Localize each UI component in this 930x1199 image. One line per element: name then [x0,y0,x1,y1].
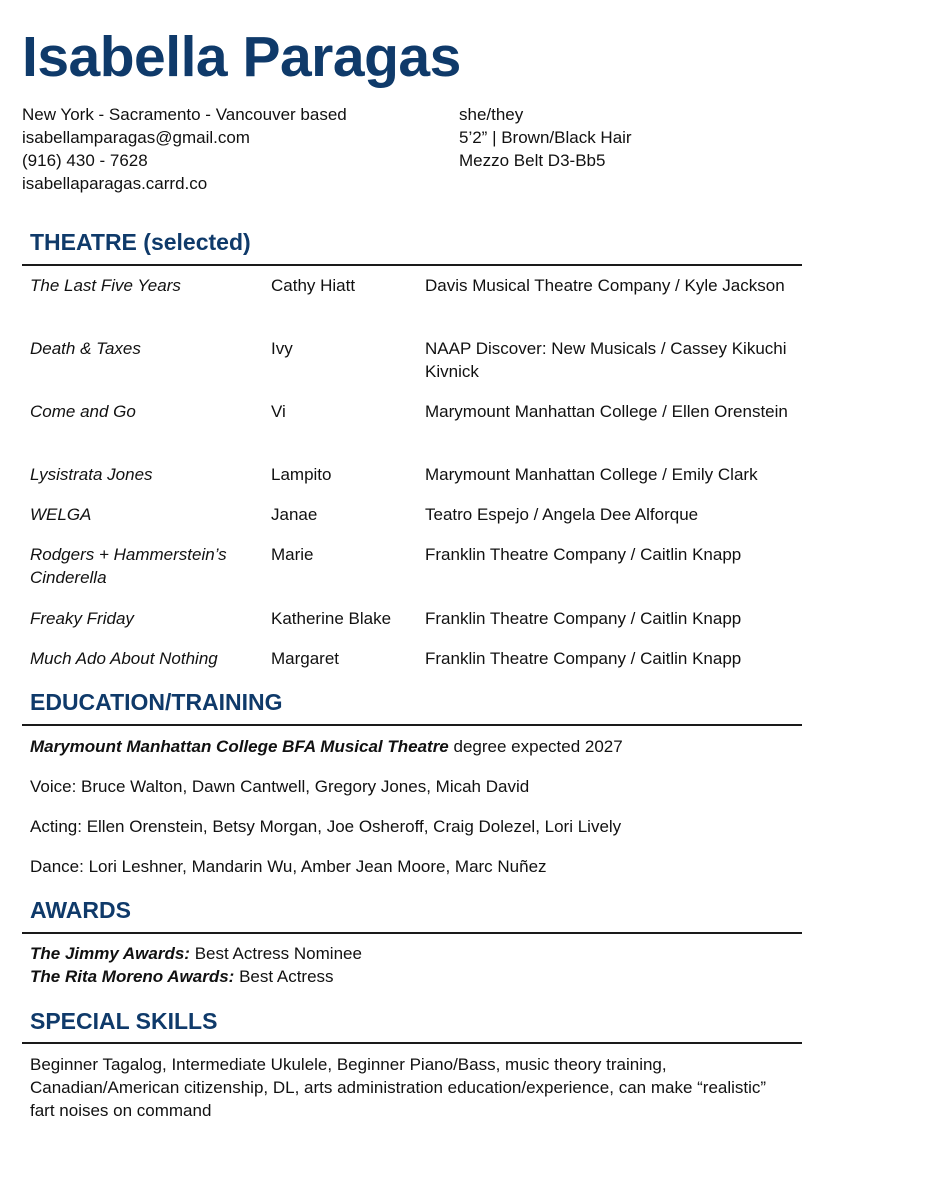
education-divider [22,724,802,726]
credit-company: Marymount Manhattan College / Ellen Orenstein [425,402,788,421]
award-name: The Rita Moreno Awards: [30,967,235,986]
voice-teachers: Voice: Bruce Walton, Dawn Cantwell, Gregory Jones, Micah David [30,777,530,796]
credit-role: Lampito [271,465,332,484]
credit-show: Freaky Friday [30,609,134,628]
height-hair: 5’2” | Brown/Black Hair [459,128,632,147]
credit-role: Janae [271,505,318,524]
awards-divider [22,932,802,934]
vocal-range: Mezzo Belt D3-Bb5 [459,151,606,170]
degree-program: Marymount Manhattan College BFA Musical Theatre [30,737,449,756]
awards-heading: AWARDS [30,897,131,923]
credit-show: Rodgers + Hammerstein’s Cinderella [30,545,227,587]
contact-info [22,103,347,195]
skills-heading: SPECIAL SKILLS [30,1008,218,1034]
credit-show: Death & Taxes [30,339,141,358]
location: New York - Sacramento - Vancouver based [22,105,347,124]
resume-name: Isabella Paragas [22,25,461,89]
credit-role: Marie [271,545,314,564]
award-name: The Jimmy Awards: [30,944,190,963]
credit-company: Franklin Theatre Company / Caitlin Knapp [425,649,742,668]
credit-show: The Last Five Years [30,276,181,295]
personal-stats [459,103,632,172]
phone: (916) 430 - 7628 [22,151,148,170]
degree-line [30,735,623,758]
credit-show: WELGA [30,505,92,524]
credit-role: Vi [271,402,286,421]
credit-show: Lysistrata Jones [30,465,153,484]
education-heading: EDUCATION/TRAINING [30,689,283,715]
credit-show: Much Ado About Nothing [30,649,218,668]
skills-divider [22,1042,802,1044]
award-detail: Best Actress Nominee [189,944,362,963]
credit-show: Come and Go [30,402,136,421]
degree-status: degree expected 2027 [448,737,623,756]
email: isabellamparagas@gmail.com [22,128,250,147]
skills-text: Beginner Tagalog, Intermediate Ukulele, Beginner Piano/Bass, music theory training, Canadian/American citizenship, DL, arts administration education/experience, can make “realistic” fart noises on command [30,1055,767,1120]
credit-company: Davis Musical Theatre Company / Kyle Jackson [425,276,785,295]
theatre-divider [22,264,802,266]
dance-teachers: Dance: Lori Leshner, Mandarin Wu, Amber Jean Moore, Marc Nuñez [30,857,547,876]
theatre-heading: THEATRE (selected) [30,229,251,255]
credit-role: Cathy Hiatt [271,276,356,295]
award-detail: Best Actress [234,967,334,986]
credit-role: Ivy [271,339,293,358]
credit-company: Franklin Theatre Company / Caitlin Knapp [425,609,742,628]
credit-company: Franklin Theatre Company / Caitlin Knapp [425,545,742,564]
credit-role: Margaret [271,649,340,668]
pronouns: she/they [459,105,524,124]
award-item [30,942,362,965]
credit-company: Teatro Espejo / Angela Dee Alforque [425,505,699,524]
credit-role: Katherine Blake [271,609,392,628]
credit-company: Marymount Manhattan College / Emily Clark [425,465,758,484]
credit-company: NAAP Discover: New Musicals / Cassey Kikuchi Kivnick [425,339,787,381]
award-item [30,965,334,988]
acting-teachers: Acting: Ellen Orenstein, Betsy Morgan, Joe Osheroff, Craig Dolezel, Lori Lively [30,817,622,836]
website: isabellaparagas.carrd.co [22,174,208,193]
